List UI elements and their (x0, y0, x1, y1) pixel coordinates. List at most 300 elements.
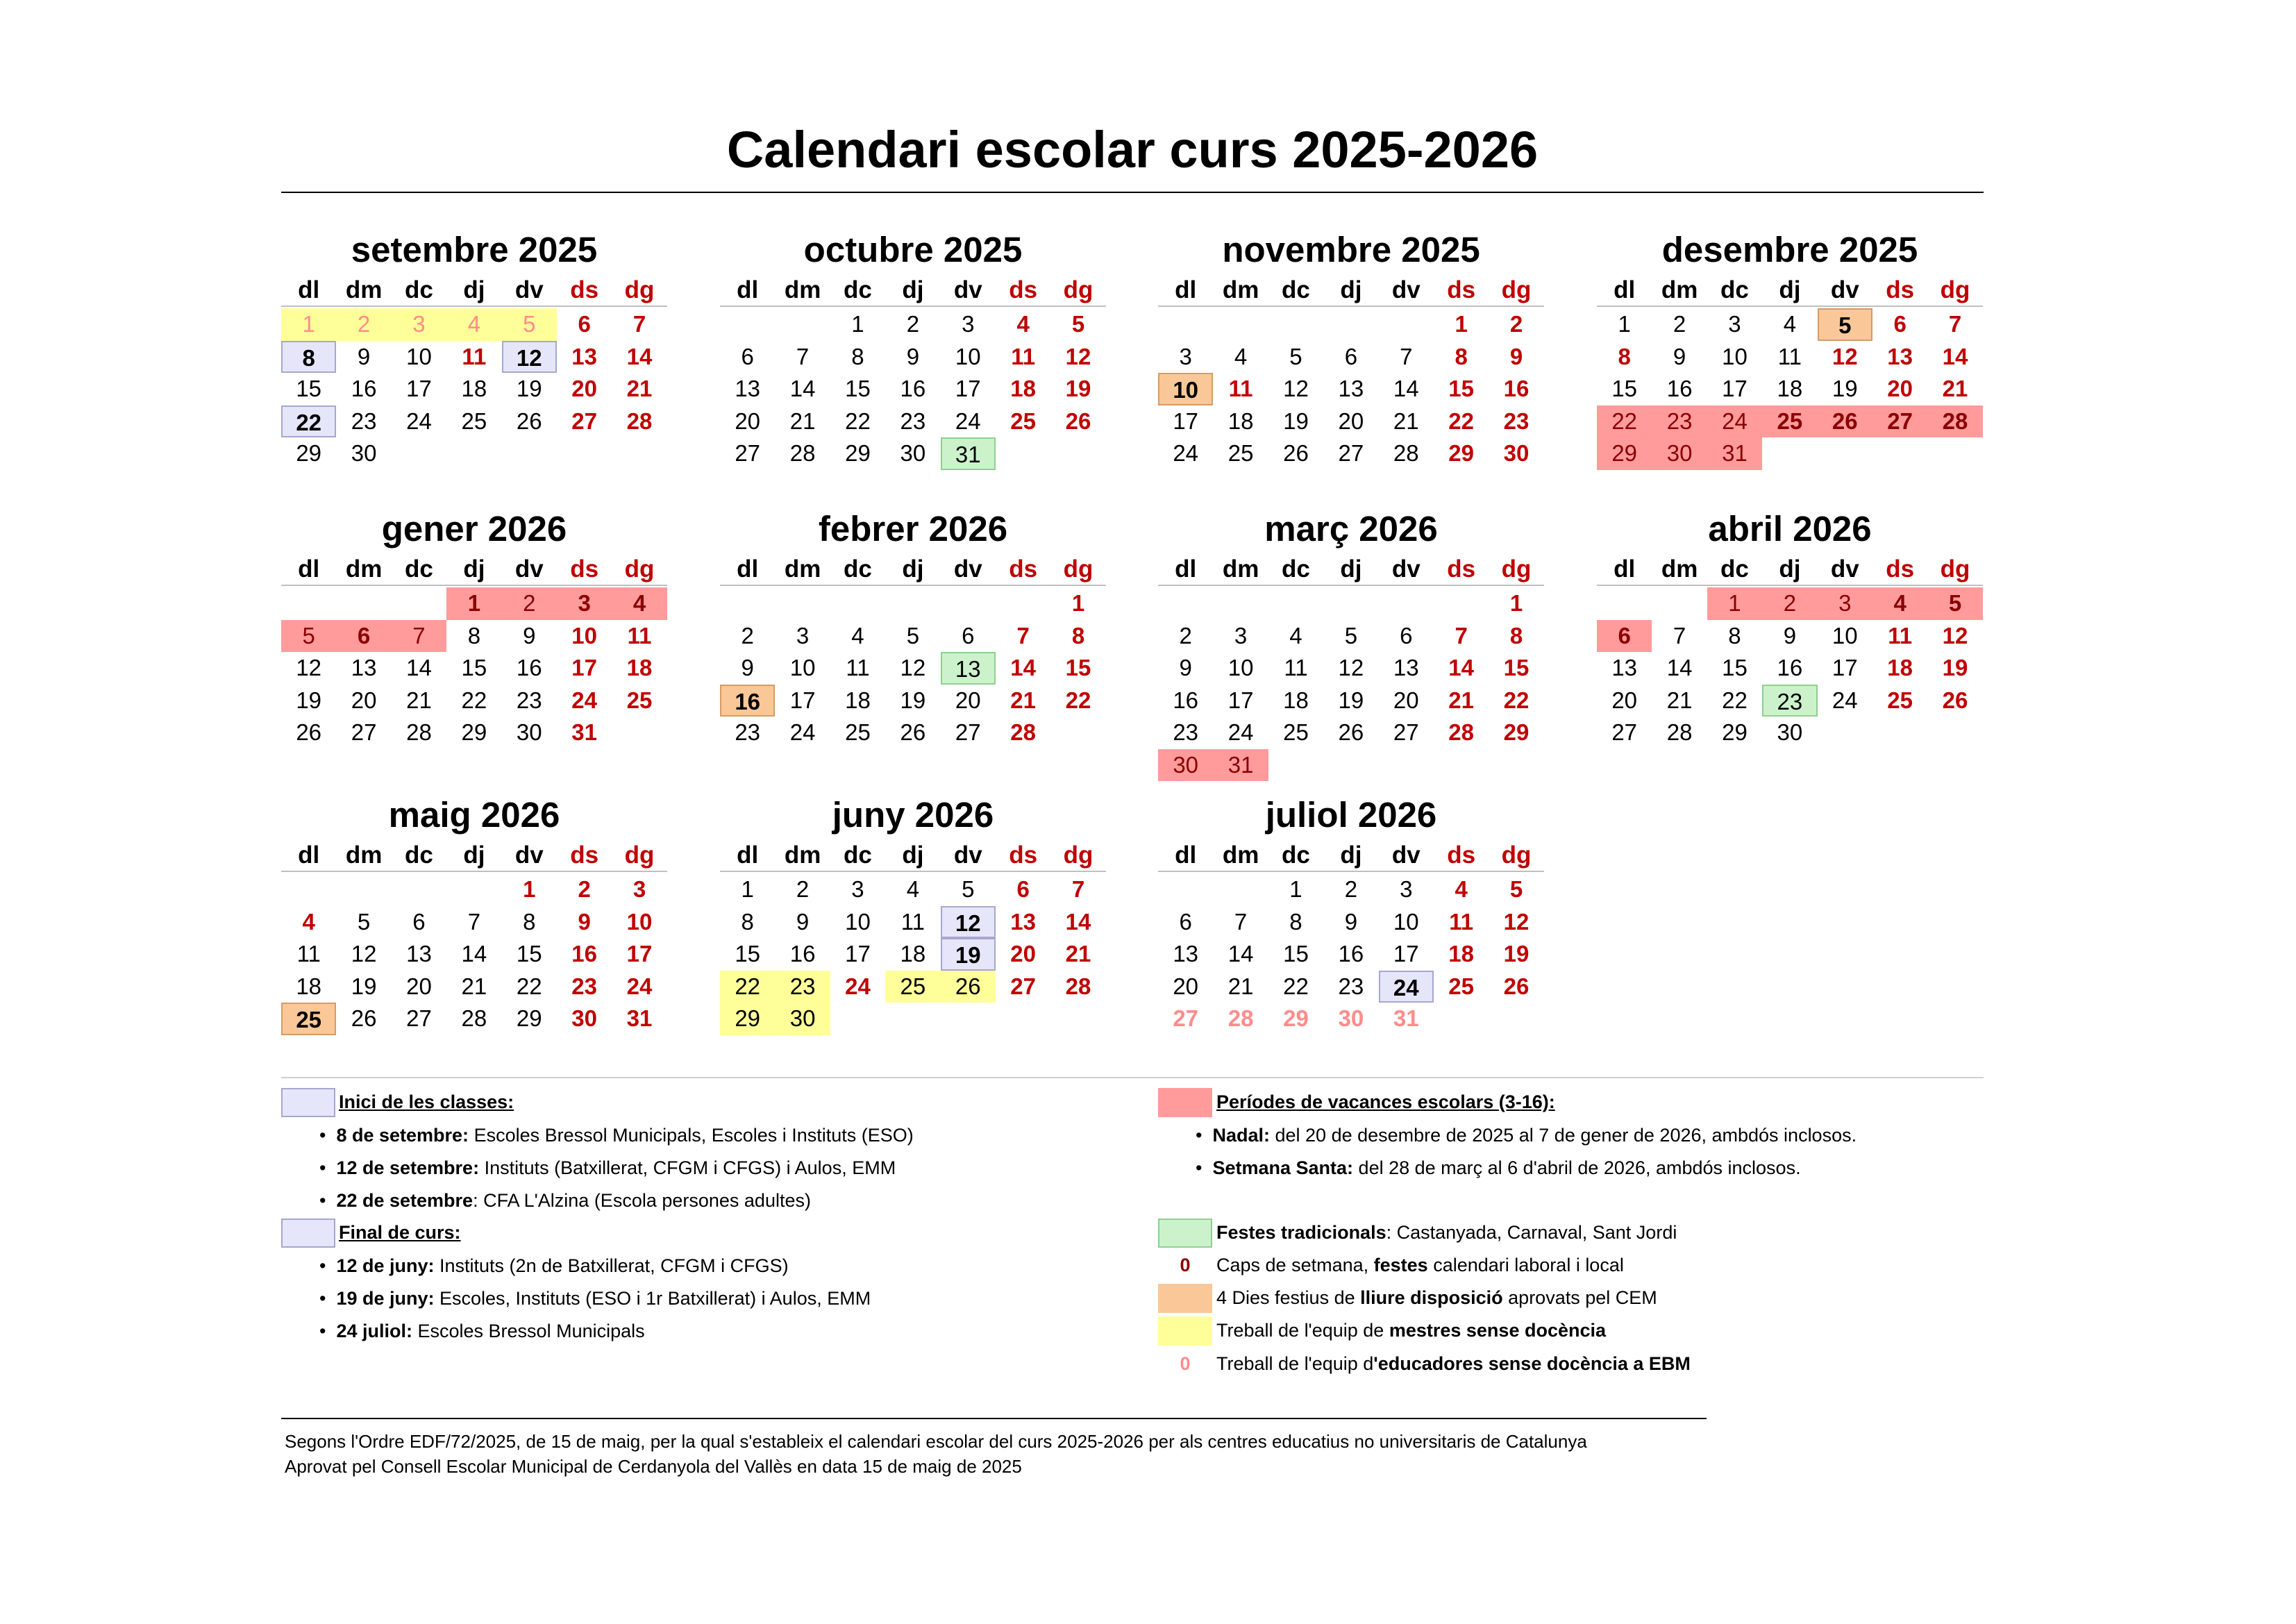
day-cell: 19 (1338, 687, 1364, 713)
weekday-label: dl (1614, 276, 1636, 303)
week-row (1158, 587, 1544, 620)
weekday-header (281, 554, 667, 586)
day-cell: 23 (775, 971, 830, 1003)
empty-cell (1434, 587, 1489, 620)
day-cell: 21 (1666, 687, 1693, 713)
day-cell: 11 (462, 343, 487, 369)
day-cell: 10 (626, 908, 653, 935)
day-cell: 4 (1455, 876, 1468, 902)
day-cell: 21 (406, 687, 432, 713)
legend-inici-item: • 22 de setembre: CFA L'Alzina (Escola persones adultes) (319, 1190, 811, 1211)
day-cell: 17 (789, 687, 816, 713)
day-cell: 27 (1611, 719, 1638, 745)
weekday-label: dm (345, 555, 383, 583)
day-cell: 12 (900, 655, 926, 680)
empty-cell (1818, 437, 1872, 470)
month-calendar (1597, 504, 1983, 749)
day-cell: 23 (1173, 719, 1199, 745)
day-cell: 9 (578, 908, 591, 935)
day-cell: 14 (1227, 941, 1254, 966)
week-row (720, 717, 1106, 749)
day-cell: 13 (1393, 655, 1419, 680)
day-cell: 16 (900, 376, 926, 401)
day-cell: 20 (351, 687, 377, 713)
weekday-label: ds (1886, 276, 1915, 303)
legend-vacances-item: • Setmana Santa: del 28 de març al 6 d'abril de 2026, ambdós inclosos. (1196, 1157, 1801, 1178)
day-cell: 1 (446, 587, 501, 620)
day-cell: 13 (351, 655, 377, 680)
weekday-label: dc (1282, 842, 1310, 869)
day-cell: 4 (1289, 622, 1302, 648)
day-cell: 30 (1503, 440, 1530, 466)
day-cell: 23 (516, 687, 542, 713)
day-cell: 23 (351, 408, 377, 434)
legend-final-item: • 19 de juny: Escoles, Instituts (ESO i 1r Batxillerat) i Aulos, EMM (319, 1288, 871, 1309)
weekday-label: dv (514, 276, 544, 303)
day-cell: 15 (845, 376, 871, 401)
empty-cell (1323, 749, 1378, 782)
empty-cell (996, 1003, 1050, 1035)
day-cell: 14 (1942, 343, 1968, 369)
weekday-label: dv (953, 842, 982, 869)
week-row (720, 873, 1106, 906)
day-cell: 9 (1673, 343, 1686, 369)
day-cell: 25 (1010, 408, 1036, 434)
day-cell: 23 (571, 973, 597, 999)
weekday-label: dc (844, 842, 872, 869)
day-cell: 18 (1777, 376, 1803, 401)
legend-festes-text: Festes tradicionals: Castanyada, Carnaval, Sant Jordi (1216, 1222, 1677, 1243)
weekday-label: dc (844, 555, 872, 583)
month-title: novembre 2025 (1222, 230, 1480, 269)
month-title: gener 2026 (381, 509, 567, 549)
weekday-label: dm (345, 276, 383, 303)
day-cell: 1 (1618, 311, 1631, 337)
day-cell: 28 (626, 408, 653, 434)
weekday-label: dg (1940, 555, 1970, 583)
day-cell: 12 (351, 941, 377, 966)
day-cell: 16 (720, 685, 775, 717)
week-row (720, 405, 1106, 438)
day-cell: 18 (626, 655, 653, 680)
month-calendar (281, 790, 667, 1035)
empty-cell (1323, 587, 1378, 620)
week-row (281, 971, 667, 1003)
weekday-label: dl (298, 555, 320, 583)
day-cell: 15 (1722, 655, 1748, 680)
empty-cell (1379, 308, 1434, 341)
day-cell: 25 (845, 719, 871, 745)
day-cell: 22 (516, 973, 542, 999)
empty-cell (775, 587, 830, 620)
empty-cell (1050, 717, 1105, 749)
weekday-label: dv (514, 842, 544, 869)
empty-cell (830, 1003, 885, 1035)
day-cell: 10 (789, 655, 816, 680)
day-cell: 12 (1065, 343, 1091, 369)
day-cell: 8 (1071, 622, 1085, 648)
day-cell: 10 (1158, 373, 1213, 405)
day-cell: 17 (626, 941, 653, 966)
empty-cell (1762, 437, 1817, 470)
day-cell: 29 (461, 719, 487, 745)
legend-vacances-item: • Nadal: del 20 de desembre de 2025 al 7 de gener de 2026, ambdós inclosos. (1196, 1125, 1857, 1146)
day-cell: 17 (1393, 941, 1419, 966)
day-cell: 6 (1016, 876, 1030, 902)
week-row (1158, 685, 1544, 717)
day-cell: 28 (461, 1005, 487, 1031)
day-cell: 18 (1283, 687, 1309, 713)
day-cell: 15 (296, 376, 322, 401)
empty-cell (281, 587, 336, 620)
day-cell: 4 (851, 622, 864, 648)
week-row (1158, 971, 1544, 1003)
weekday-label: ds (1886, 555, 1915, 583)
day-cell: 9 (357, 343, 371, 369)
week-row (1158, 437, 1544, 470)
weekday-label: dj (1340, 276, 1362, 303)
legend-caps-marker: 0 (1180, 1255, 1191, 1275)
empty-cell (941, 1003, 996, 1035)
day-cell: 27 (571, 408, 597, 434)
day-cell: 27 (1872, 405, 1927, 438)
week-row (281, 717, 667, 749)
empty-cell (281, 873, 336, 906)
day-cell: 9 (741, 655, 754, 680)
day-cell: 13 (571, 343, 597, 369)
week-row (1158, 873, 1544, 906)
empty-cell (1268, 308, 1323, 341)
empty-cell (1927, 437, 1982, 470)
day-cell: 29 (720, 1003, 775, 1035)
month-calendar (281, 225, 667, 470)
weekday-label: dg (1501, 842, 1532, 869)
day-cell: 4 (612, 587, 667, 620)
day-cell: 25 (1283, 719, 1309, 745)
day-cell: 31 (571, 719, 597, 745)
day-cell: 29 (1448, 440, 1474, 466)
day-cell: 14 (789, 376, 816, 401)
day-cell: 23 (1503, 408, 1530, 434)
week-row (720, 685, 1106, 717)
day-cell: 26 (900, 719, 926, 745)
weekday-label: dc (405, 842, 433, 869)
empty-cell (1927, 717, 1982, 749)
empty-cell (1158, 587, 1213, 620)
empty-cell (1872, 437, 1927, 470)
month-title: octubre 2025 (803, 230, 1023, 269)
day-cell: 30 (900, 440, 926, 466)
day-cell: 22 (720, 971, 775, 1003)
week-row (281, 906, 667, 939)
weekday-label: dm (1661, 276, 1698, 303)
day-cell: 2 (741, 622, 754, 648)
day-cell: 27 (1338, 440, 1364, 466)
month-calendar (281, 504, 667, 749)
month-title: juliol 2026 (1265, 795, 1437, 835)
day-cell: 26 (941, 971, 996, 1003)
day-cell: 8 (1455, 343, 1468, 369)
day-cell: 6 (336, 620, 391, 653)
day-cell: 12 (502, 341, 557, 374)
day-cell: 7 (632, 311, 646, 337)
empty-cell (1268, 749, 1323, 782)
legend-final-swatch (281, 1219, 335, 1248)
empty-cell (720, 308, 775, 341)
day-cell: 29 (845, 440, 871, 466)
day-cell: 20 (1173, 973, 1199, 999)
day-cell: 26 (516, 408, 542, 434)
day-cell: 3 (557, 587, 612, 620)
week-row (720, 341, 1106, 374)
day-cell: 4 (446, 308, 501, 341)
week-row (720, 587, 1106, 620)
legend-final-title: Final de curs: (339, 1222, 461, 1243)
day-cell: 17 (1722, 376, 1748, 401)
day-cell: 13 (1887, 343, 1913, 369)
day-cell: 31 (1707, 437, 1762, 470)
day-cell: 2 (1673, 311, 1686, 337)
weekday-label: dl (737, 276, 759, 303)
day-cell: 6 (1597, 620, 1652, 653)
weekday-label: dj (463, 555, 485, 583)
week-row (1597, 373, 1983, 405)
empty-cell (612, 717, 667, 749)
day-cell: 5 (1289, 343, 1302, 369)
day-cell: 12 (1942, 622, 1968, 648)
empty-cell (1323, 308, 1378, 341)
day-cell: 6 (1400, 622, 1413, 648)
day-cell: 3 (1728, 311, 1741, 337)
day-cell: 4 (302, 908, 315, 935)
day-cell: 8 (1728, 622, 1741, 648)
day-cell: 6 (1344, 343, 1358, 369)
day-cell: 21 (1010, 687, 1036, 713)
day-cell: 8 (851, 343, 864, 369)
week-row (720, 652, 1106, 685)
day-cell: 15 (1448, 376, 1474, 401)
empty-cell (775, 308, 830, 341)
day-cell: 5 (1344, 622, 1358, 648)
day-cell: 26 (1942, 687, 1968, 713)
day-cell: 8 (523, 908, 536, 935)
day-cell: 17 (571, 655, 597, 680)
day-cell: 5 (906, 622, 920, 648)
day-cell: 21 (461, 973, 487, 999)
day-cell: 13 (1173, 941, 1199, 966)
day-cell: 22 (461, 687, 487, 713)
day-cell: 19 (900, 687, 926, 713)
day-cell: 30 (516, 719, 542, 745)
day-cell: 25 (1227, 440, 1254, 466)
day-cell: 21 (789, 408, 816, 434)
day-cell: 8 (1509, 622, 1523, 648)
day-cell: 21 (1393, 408, 1419, 434)
day-cell: 28 (1666, 719, 1693, 745)
weekday-label: dg (1063, 842, 1093, 869)
weekday-label: dg (1501, 276, 1532, 303)
month-calendar (720, 504, 1106, 749)
day-cell: 18 (900, 941, 926, 966)
day-cell: 10 (1393, 908, 1419, 935)
weekday-header (1158, 840, 1544, 872)
empty-cell (336, 587, 391, 620)
day-cell: 14 (1448, 655, 1474, 680)
weekday-header (1158, 554, 1544, 586)
day-cell: 24 (1832, 687, 1858, 713)
day-cell: 19 (1503, 941, 1530, 966)
day-cell: 6 (741, 343, 754, 369)
day-cell: 15 (1611, 376, 1638, 401)
day-cell: 24 (1379, 971, 1434, 1003)
day-cell: 11 (846, 655, 870, 680)
day-cell: 25 (281, 1003, 336, 1035)
day-cell: 29 (1283, 1005, 1309, 1031)
month-calendar (1158, 790, 1544, 1035)
empty-cell (1213, 308, 1268, 341)
empty-cell (720, 587, 775, 620)
day-cell: 19 (296, 687, 322, 713)
week-row (281, 1003, 667, 1035)
day-cell: 22 (1448, 408, 1474, 434)
empty-cell (1818, 717, 1872, 749)
day-cell: 1 (851, 311, 864, 337)
day-cell: 31 (626, 1005, 653, 1031)
day-cell: 16 (571, 941, 597, 966)
legend-caps-text: Caps de setmana, festes calendari laboral i local (1216, 1255, 1624, 1275)
weekday-label: dv (1830, 555, 1859, 583)
empty-cell (1379, 749, 1434, 782)
empty-cell (392, 587, 446, 620)
day-cell: 7 (1455, 622, 1468, 648)
day-cell: 5 (1818, 308, 1872, 341)
day-cell: 14 (1065, 908, 1091, 935)
day-cell: 22 (1065, 687, 1091, 713)
month-calendar (1158, 504, 1544, 781)
week-row (281, 620, 667, 653)
day-cell: 8 (1618, 343, 1631, 369)
day-cell: 18 (1448, 941, 1474, 966)
day-cell: 5 (962, 876, 975, 902)
week-row (281, 308, 667, 341)
day-cell: 24 (571, 687, 597, 713)
weekday-label: dv (1391, 555, 1421, 583)
legend-mestres-text: Treball de l'equip de mestres sense docència (1216, 1320, 1607, 1341)
day-cell: 7 (1400, 343, 1413, 369)
weekday-label: dc (1720, 555, 1749, 583)
weekday-label: dg (1940, 276, 1970, 303)
weekday-label: ds (1447, 555, 1476, 583)
weekday-header (1597, 275, 1983, 307)
day-cell: 1 (1707, 587, 1762, 620)
day-cell: 11 (1011, 343, 1036, 369)
weekday-label: dv (514, 555, 544, 583)
day-cell: 13 (1611, 655, 1638, 680)
day-cell: 16 (1666, 376, 1693, 401)
day-cell: 30 (1777, 719, 1803, 745)
day-cell: 28 (1227, 1005, 1254, 1031)
legend-lliure-text: 4 Dies festius de lliure disposició aprovats pel CEM (1216, 1287, 1657, 1308)
day-cell: 8 (467, 622, 481, 648)
empty-cell (1434, 1003, 1489, 1035)
day-cell: 10 (1722, 343, 1748, 369)
day-cell: 3 (392, 308, 446, 341)
week-row (720, 1003, 1106, 1035)
week-row (1158, 341, 1544, 374)
day-cell: 27 (351, 719, 377, 745)
empty-cell (446, 437, 501, 470)
day-cell: 1 (741, 876, 754, 902)
empty-cell (1489, 1003, 1543, 1035)
day-cell: 5 (1071, 311, 1085, 337)
day-cell: 27 (955, 719, 981, 745)
weekday-label: dj (1340, 842, 1362, 869)
day-cell: 3 (851, 876, 864, 902)
weekday-label: dg (624, 276, 655, 303)
weekday-label: dc (844, 276, 872, 303)
day-cell: 14 (626, 343, 653, 369)
day-cell: 24 (955, 408, 981, 434)
week-row (1158, 717, 1544, 749)
weekday-label: dc (1720, 276, 1749, 303)
empty-cell (392, 437, 446, 470)
day-cell: 28 (1065, 973, 1091, 999)
day-cell: 3 (796, 622, 810, 648)
day-cell: 2 (502, 587, 557, 620)
empty-cell (885, 587, 940, 620)
day-cell: 11 (900, 908, 925, 935)
weekday-header (720, 840, 1106, 872)
month-title: desembre 2025 (1661, 230, 1918, 269)
weekday-label: dj (902, 276, 924, 303)
day-cell: 17 (406, 376, 432, 401)
day-cell: 12 (1338, 655, 1364, 680)
day-cell: 12 (1503, 908, 1530, 935)
day-cell: 7 (1234, 908, 1248, 935)
day-cell: 25 (1762, 405, 1817, 438)
day-cell: 27 (406, 1005, 432, 1031)
legend-inici-title: Inici de les classes: (339, 1091, 514, 1112)
weekday-label: dv (953, 276, 982, 303)
weekday-label: dl (737, 842, 759, 869)
footer-rule (281, 1418, 1707, 1419)
day-cell: 13 (941, 652, 996, 685)
day-cell: 5 (357, 908, 371, 935)
empty-cell (1158, 308, 1213, 341)
month-calendar (1158, 225, 1544, 470)
day-cell: 10 (571, 622, 597, 648)
day-cell: 5 (502, 308, 557, 341)
weekday-label: ds (1447, 276, 1476, 303)
week-row (281, 652, 667, 685)
day-cell: 2 (578, 876, 591, 902)
day-cell: 24 (845, 973, 871, 999)
day-cell: 3 (1234, 622, 1248, 648)
weekday-label: dl (1175, 555, 1197, 583)
week-row (1597, 405, 1983, 438)
empty-cell (1213, 873, 1268, 906)
week-row (720, 373, 1106, 405)
day-cell: 2 (1509, 311, 1523, 337)
day-cell: 31 (1393, 1005, 1419, 1031)
day-cell: 13 (1010, 908, 1036, 935)
day-cell: 22 (1503, 687, 1530, 713)
day-cell: 16 (351, 376, 377, 401)
week-row (1158, 652, 1544, 685)
day-cell: 17 (955, 376, 981, 401)
weekday-header (720, 554, 1106, 586)
legend-vacances-swatch (1158, 1088, 1212, 1117)
